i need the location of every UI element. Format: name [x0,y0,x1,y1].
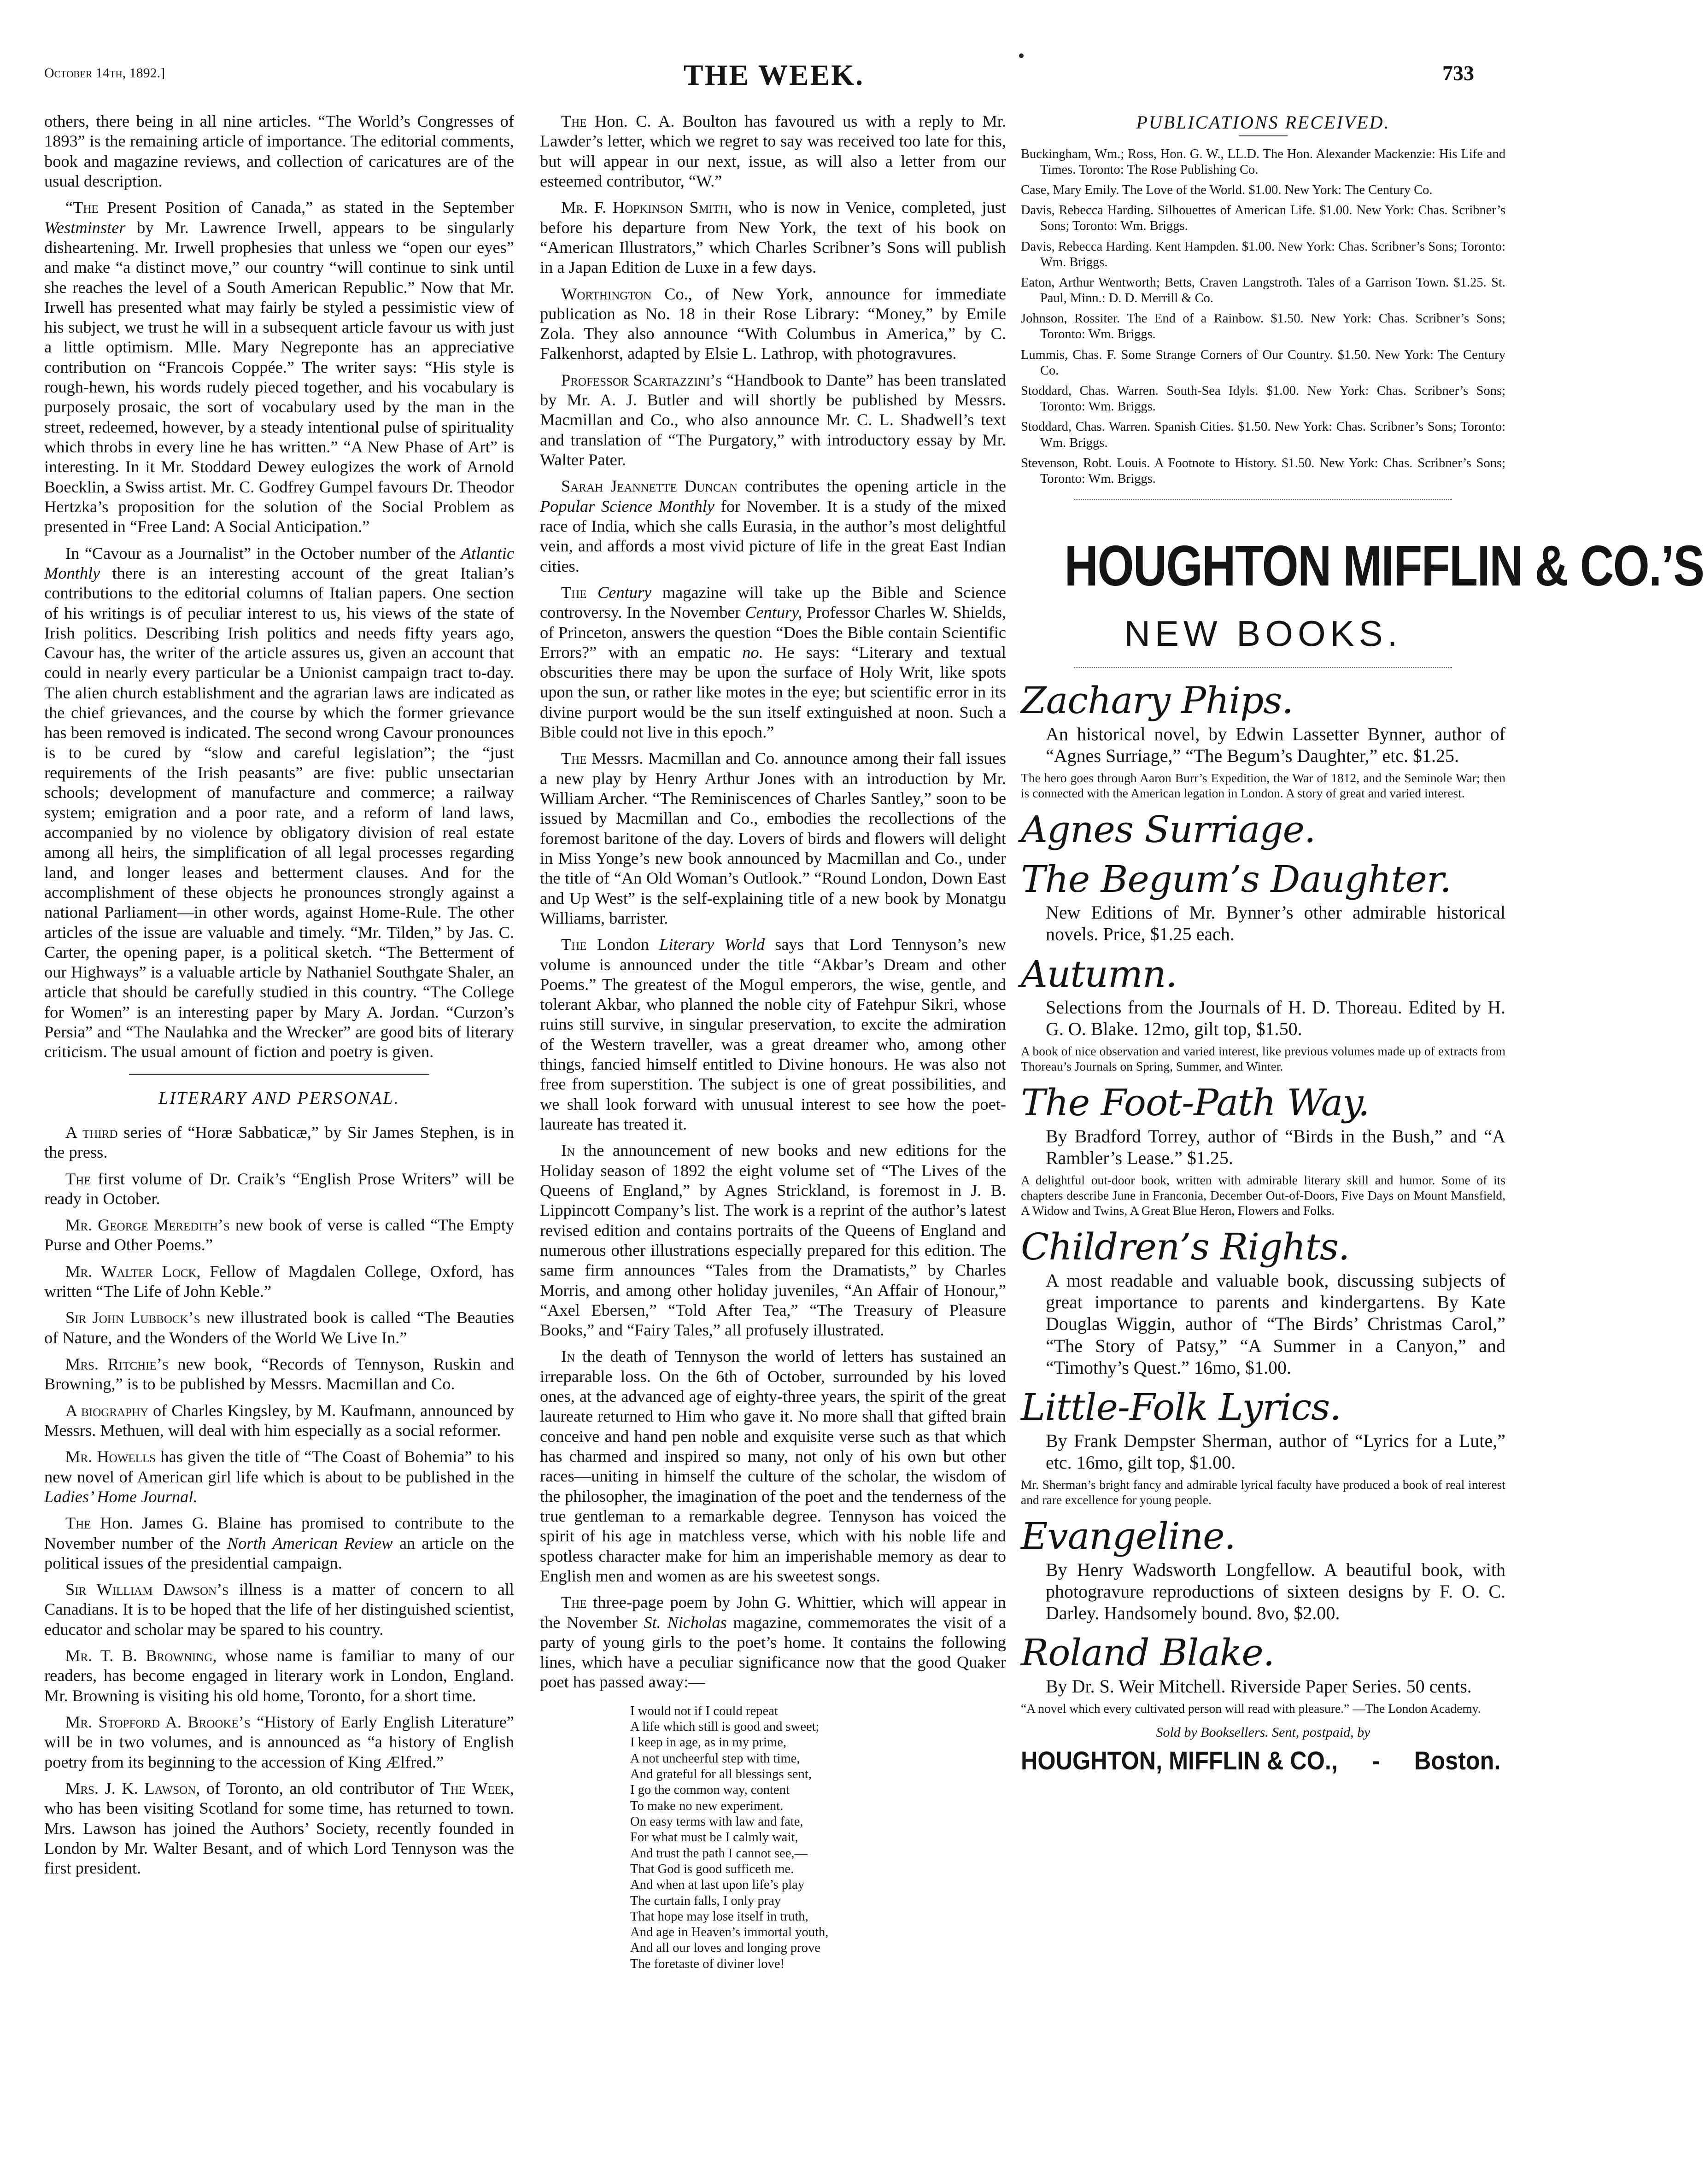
middle-items [540,111,1006,1692]
paragraph-text [587,583,597,602]
book-title: Roland Blake. [1021,1631,1275,1675]
advertiser-banner: HOUGHTON MIFFLIN & CO.’S [1064,534,1704,598]
poem-line: And trust the path I cannot see,— [630,1846,808,1861]
whittier-poem [630,1704,1006,1972]
paragraph-text: the death of Tennyson the world of letters has sustained an irreparable loss. On the 6th of October, surrounded by his loved ones, at the advanced age of eighty-three years, the spirit of the great laureate returned to Him who gave it. No more shall that gifted brain conceive and hand pen noble and exquisite verse such as that which has charmed and inspired so many, not only of his own but other races—uniting in himself the culture of the scholar, the wisdom of the philosopher, the imagination of the poet and the tenderness of the true gentleman to a remarkable degree. Tennyson has voiced the spirit of his age in matchless verse, which with his noble life and spotless character make for him an imperishable memory as dear to English men and women as are his sweetest songs. [540,1347,1006,1585]
book-title: Little-Folk Lyrics. [1021,1385,1341,1429]
book-entry [1021,1632,1505,1716]
book-entry [1021,859,1505,945]
paragraph-lead: The [561,749,587,768]
news-paragraph [540,935,1006,1134]
literary-item [44,1712,514,1772]
literary-item [44,1215,514,1255]
item-emphasis: North American Review [227,1534,393,1552]
news-paragraph [540,476,1006,576]
paragraph-lead: In [561,1347,575,1366]
paragraph-lead: Worthington [561,284,652,303]
news-paragraph [540,1141,1006,1340]
paragraph-emphasis: Century, [745,603,802,622]
book-title: The Foot-Path Way. [1021,1081,1370,1124]
item-text: new illustrated book is called “The Beauties of Nature, and the Wonders of the World We Live In.” [44,1308,514,1347]
book-note: The hero goes through Aaron Burr’s Expedition, the War of 1812, and the Seminole War; then is connected with the American legation in London. A story of great and varied interest. [1021,770,1505,800]
item-lead: A biography [65,1401,149,1420]
poem-line: To make no new experiment. [630,1798,784,1813]
literary-item [44,1513,514,1573]
news-paragraph [540,583,1006,743]
book-description: By Frank Dempster Sherman, author of “Lyrics for a Lute,” etc. 16mo, gilt top, $1.00. [1046,1430,1505,1473]
item-text: has given the title of “The Coast of Bohemia” to his new novel of American girl life which is about to be published in the [44,1447,515,1486]
item-lead: Mr. Walter Lock, [65,1262,201,1281]
book-entry [1021,954,1505,1074]
item-lead: A third [65,1123,118,1142]
literary-item [44,1580,514,1639]
poem-line: That God is good sufficeth me. [630,1862,794,1876]
news-paragraph [540,1347,1006,1586]
news-paragraph [540,370,1006,470]
left-column [44,111,514,1885]
page-number: 733 [1442,61,1474,85]
item-lead: Mr. Howells [65,1447,156,1466]
poem-line: A not uncheerful step with time, [630,1751,800,1766]
literary-item [44,1354,514,1394]
paragraph-text: three-page poem by John G. Whittier, which will appear in the November [540,1593,1006,1632]
paragraph-lead: Sarah Jeannette Duncan [561,477,738,496]
paragraph-text: contributes the opening article in the [737,477,1006,496]
paragraph: In “Cavour as a Journalist” in the October number of the Atlantic Monthly there is an interesting account of the great Italian’s contributions to the editorial columns of Italian papers. One section of his writings is of peculiar interest to us, his views of the state of Irish politics. Describing Irish politics and needs fifty years ago, Cavour has, the writer of the article assures us, given an account that could in nearly every particular be a Unionist campaign tract to-day. The alien church establishment and the agrarian laws are indicated as the chief grievances, and the course by which the former grievance has been removed is indicated. The second wrong Cavour pronounces is to be cured by “slow and careful legislation”; the “just requirements of the Irish peasants” are five: public unsectarian schools; development of manufacture and commerce; a railway system; emigration and a poor rate, and a reform of land laws, accompanied by no violence by obligatory division of real estate among all heirs, the simplification of all legal processes regarding land, and longer leases and betterment clauses. And for the accomplishment of these objects he pronounces strongly against a national Parliament—in other words, against Home-Rule. The other articles of the issue are valuable and timely. “Mr. Tilden,” by Jas. C. Carter, the opening paper, is a political sketch. “The Betterment of our Highways” is a valuable article by Nathaniel Southgate Shaler, an article that should be carefully studied in this country. “The College for Women” is an interesting paper by Mary A. Jordan. “Curzon’s Persia” and “The Naulahka and the Wrecker” are good bits of literary criticism. The usual amount of fiction and poetry is given. [44,544,514,1061]
book-description: By Henry Wadsworth Longfellow. A beautiful book, with photogravure reproductions of sixteen designs by F. O. C. Darley. Handsomely bound. 8vo, $2.00. [1046,1559,1505,1623]
item-text: Hon. James G. Blaine has promised to contribute to the November number of the [44,1514,514,1552]
publication-entry: Eaton, Arthur Wentworth; Betts, Craven Langstroth. Tales of a Garrison Town. $1.25. St. Paul, Minn.: D. D. Merrill & Co. [1021,275,1505,306]
paragraph-text: Hon. C. A. Boulton has favoured us with a reply to Mr. Lawder’s letter, which we regret to say was received too late for this, but will appear in our next, issue, as will also a letter from our esteemed contributor, “W.” [540,112,1006,190]
publication-entry: Stoddard, Chas. Warren. South-Sea Idyls. $1.00. New York: Chas. Scribner’s Sons; Toronto: Wm. Briggs. [1021,384,1505,414]
paragraph-tail: He says: “Literary and textual obscurities there may be upon the surface of Holy Writ, like spots upon the sun, or rather like motes in the eye; but scientific error in its divine purport would be the sun itself extinguished at noon. Such a Bible could not live in this epoch.” [540,643,1007,742]
paragraph-lead: The [561,1593,587,1612]
ink-dot-ornament [1019,53,1024,58]
item-lead: Sir William Dawson’s [65,1580,229,1599]
ad-divider [1074,499,1452,500]
publication-entry: Lummis, Chas. F. Some Strange Corners of Our Country. $1.50. New York: The Century Co. [1021,347,1505,378]
book-description: An historical novel, by Edwin Lassetter Bynner, author of “Agnes Surriage,” “The Begum’s Daughter,” etc. $1.25. [1046,723,1505,766]
poem-line: And age in Heaven’s immortal youth, [630,1925,829,1940]
publisher-dash: - [1372,1745,1380,1775]
book-entry [1021,1387,1505,1507]
paragraph-emphasis: Century [597,583,652,602]
book-title: Autumn. [1021,952,1177,995]
item-text: “History of Early English Literature” will be in two volumes, and is announced as “a history of English poetry from its beginning to the accession of King Ælfred.” [44,1713,514,1771]
book-title: Children’s Rights. [1021,1225,1350,1269]
book-description: Selections from the Journals of H. D. Thoreau. Edited by H. G. O. Blake. 12mo, gilt top, $1.50. [1046,997,1505,1040]
poem-line: The foretaste of diviner love! [630,1956,785,1971]
book-title: The Begum’s Daughter. [1021,857,1451,901]
item-smallcaps: The Week, [440,1779,515,1798]
publisher-line [1021,1745,1500,1776]
item-text: whose name is familiar to many of our readers, has become engaged in literary work in London, England. Mr. Browning is visiting his old home, Toronto, for a short time. [44,1646,515,1705]
item-lead: Mr. T. B. Browning, [65,1646,217,1665]
paragraph-text: “Handbook to Dante” has been translated by Mr. A. J. Butler and will shortly be published by Messrs. Macmillan and Co., who also announce Mr. C. L. Shadwell’s text and translation of “The Purgatory,” with introductory essay by Mr. Walter Pater. [540,370,1006,469]
item-text: first volume of Dr. Craik’s “English Prose Writers” will be ready in October. [44,1169,514,1208]
paragraph-text: who is now in Venice, completed, just before his departure from New York, the text of his book on “American Illustrators,” which Charles Scribner’s Sons will publish in a Japan Edition de Luxe in a few days. [540,198,1006,277]
literary-item [44,1123,514,1163]
item-text: of Toronto, an old contributor of [200,1779,440,1798]
publication-entry: Davis, Rebecca Harding. Silhouettes of American Life. $1.00. New York: Chas. Scribner’s Sons; Toronto: Wm. Briggs. [1021,203,1505,234]
literary-item [44,1779,514,1879]
paragraph-emphasis: no. [742,643,763,662]
publications-heading: PUBLICATIONS RECEIVED. [1136,112,1390,133]
advertiser-subtitle: NEW BOOKS. [1124,613,1402,654]
literary-item [44,1308,514,1348]
literary-items [44,1123,514,1879]
publisher-name: HOUGHTON, MIFFLIN & CO., [1021,1745,1338,1775]
news-paragraph [540,284,1006,364]
publication-entry: Buckingham, Wm.; Ross, Hon. G. W., LL.D. The Hon. Alexander Mackenzie: His Life and Times. Toronto: The Rose Publishing Co. [1021,146,1505,177]
poem-line: I would not if I could repeat [630,1704,778,1718]
paragraph-lead: Professor Scartazzini’s [561,370,722,389]
paragraph-lead: Mr. F. Hopkinson Smith, [561,198,732,217]
poem-line: And when at last upon life’s play [630,1878,805,1892]
paragraph-tail: magazine will take up the Bible and Science controversy. In the November [540,583,1006,622]
masthead-title: THE WEEK. [683,59,865,91]
book-note: A book of nice observation and varied interest, like previous volumes made up of extracts from Thoreau’s Journals on Spring, Summer, and Winter. [1021,1044,1505,1074]
item-text: Fellow of Magdalen College, Oxford, has written “The Life of John Keble.” [44,1262,514,1301]
paragraph-lead: The [561,583,587,602]
publication-entry: Stevenson, Robt. Louis. A Footnote to History. $1.50. New York: Chas. Scribner’s Sons; Toronto: Wm. Briggs. [1021,456,1505,486]
book-entry [1021,680,1505,801]
section-title: LITERARY AND PERSONAL. [158,1088,400,1108]
section-divider [129,1074,430,1075]
book-entry [1021,1226,1505,1378]
poem-line: And grateful for all blessings sent, [630,1767,812,1781]
poem-line: And all our loves and longing prove [630,1941,820,1956]
paragraph-tail: magazine, commemorates the visit of a party of young girls to the poet’s home. It contains the following lines, which have a peculiar significance now that the good Quaker poet has passed away:— [540,1613,1006,1692]
paragraph-lead: The [561,935,587,954]
news-paragraph [540,111,1006,191]
book-description: A most readable and valuable book, discussing subjects of great importance to parents and kindergartens. By Kate Douglas Wiggin, author of “The Birds’ Christmas Carol,” “The Story of Patsy,” “A Summer in a Canyon,” and “Timothy’s Quest.” 16mo, $1.00. [1046,1270,1505,1378]
item-text: series of “Horæ Sabbaticæ,” by Sir James Stephen, is in the press. [44,1123,514,1162]
literary-item [44,1447,514,1507]
book-description: New Editions of Mr. Bynner’s other admirable historical novels. Price, $1.25 each. [1046,902,1505,945]
book-title: Zachary Phips. [1021,679,1293,722]
paragraph: “The Present Position of Canada,” as stated in the September Westminster by Mr. Lawrence Irwell, appears to be singularly disheartening. Mr. Irwell prophesies that unless we “open our eyes” and make “a distinct move,” our country “will continue to sink until she reaches the level of a South American Republic.” Now that Mr. Irwell has presented what may fairly be styled a pessimistic view of his subject, we trust he will in a subsequent article favour us with just a little optimism. Mlle. Mary Negreponte has an appreciative contribution on “Francois Coppée.” The writer says: “His style is rough-hewn, his words rudely pieced together, and his vocabulary is purposely prosaic, the sort of vocabulary used by the man in the street, redeemed, however, by a steady intentional pulse of spirituality which throbs in every line he has written.” “A New Phase of Art” is interesting. In it Mr. Stoddard Dewey eulogizes the work of Arnold Boecklin, a Swiss artist. Mr. C. Godfrey Gumpel favours Dr. Theodor Hertzka’s proposition for the solution of the Social Problem as presented in “Free Land: A Social Anticipation.” [44,198,514,536]
item-text: new book, “Records of Tennyson, Ruskin and Browning,” is to be published by Messrs. Macmillan and Co. [44,1355,514,1394]
paragraph-text: Co., of New York, announce for immediate publication as No. 18 in their Rose Library: “Money,” by Emile Zola. They also announce “With Columbus in America,” by C. Falkenhorst, adapted by Elsie L. Lathrop, with photogravures. [540,284,1006,363]
publication-entry: Davis, Rebecca Harding. Kent Hampden. $1.00. New York: Chas. Scribner’s Sons; Toronto: Wm. Briggs. [1021,239,1505,269]
book-entry [1021,1516,1505,1624]
poem-line: On easy terms with law and fate, [630,1814,803,1829]
poem-line: The curtain falls, I only pray [630,1893,781,1908]
item-emphasis: Ladies’ Home Journal. [44,1487,198,1506]
paragraph-emphasis: St. Nicholas [644,1613,727,1632]
ad-divider [1074,667,1452,668]
item-tail: an article on the political issues of the presidential campaign. [44,1534,514,1572]
item-tail: who has been visiting Scotland for some time, has returned to town. Mrs. Lawson has joined the Authors’ Society, recently founded in London by Mr. Walter Besant, and of which Lord Tennyson was the first president. [44,1799,514,1878]
paragraph-emphasis: Literary World [659,935,765,954]
book-note: Mr. Sherman’s bright fancy and admirable lyrical faculty have produced a book of real interest and rare excellence for young people. [1021,1477,1505,1507]
news-paragraph [540,1593,1006,1692]
literary-item [44,1401,514,1441]
item-lead: The [65,1169,91,1188]
paragraph-text: London [586,935,660,954]
poem-line: A life which still is good and sweet; [630,1720,820,1734]
book-title: Agnes Surriage. [1021,808,1316,851]
item-lead: Sir John Lubbock’s [65,1308,200,1327]
publication-entry: Johnson, Rossiter. The End of a Rainbow. $1.50. New York: Chas. Scribner’s Sons; Toronto: Wm. Briggs. [1021,311,1505,342]
poem-line: For what must be I calmly wait, [630,1830,798,1845]
item-lead: Mrs. Ritchie’s [65,1355,169,1374]
right-column [1021,111,1704,1776]
sold-by-line: Sold by Booksellers. Sent, postpaid, by [1156,1724,1370,1740]
item-text: of Charles Kingsley, by M. Kaufmann, announced by Messrs. Methuen, will deal with him especially as a social reformer. [44,1401,514,1440]
publications-list [1021,146,1505,487]
paragraph-lead: In [561,1141,575,1160]
item-text: illness is a matter of concern to all Canadians. It is to be hoped that the life of her distinguished scientist, educator and scholar may be spared to his country. [44,1580,514,1639]
paragraph-tail: says that Lord Tennyson’s new volume is announced under the title “Akbar’s Dream and other Poems.” The greatest of the Mogul emperors, the wise, gentle, and tolerant Akbar, who planned the noble city of Fatehpur Sikri, whose ruins still survive, in singular preservation, to excite the admiration of the Western traveller, was a great dreamer who, among other things, fancied himself entitled to Divine honours. He was also not free from superstition. The subject is one of great possibilities, and we shall look forward with unusual interest to see how the poet-laureate has treated it. [540,935,1006,1133]
issue-date: October 14th, 1892.] [44,65,165,81]
book-description: By Dr. S. Weir Mitchell. Riverside Paper Series. 50 cents. [1046,1675,1472,1697]
poem-line: I keep in age, as in my prime, [630,1735,787,1750]
item-text: new book of verse is called “The Empty Purse and Other Poems.” [44,1216,514,1254]
item-lead: Mr. George Meredith’s [65,1216,230,1235]
publications-divider [1239,135,1287,136]
book-list [1021,680,1505,1716]
poem-line: I go the common way, content [630,1783,790,1798]
publisher-city: Boston. [1414,1745,1501,1775]
book-note: “A novel which every cultivated person will read with pleasure.” —The London Academy. [1021,1701,1481,1716]
poem-line: That hope may lose itself in truth, [630,1909,808,1924]
book-note: A delightful out-door book, written with admirable literary skill and humor. Some of its chapters describe June in Franconia, December Out-of-Doors, Five Days on Mount Mansfield, A Widow and Twins, A Great Blue Heron, Flowers and Folks. [1021,1173,1505,1218]
literary-item [44,1646,514,1706]
paragraph-text: Messrs. Macmillan and Co. announce among their fall issues a new play by Henry Arthur Jones with an introduction by Mr. William Archer. “The Reminiscences of Charles Santley,” soon to be issued by Macmillan and Co., embodies the recollections of the foremost baritone of the day. Lovers of birds and flowers will delight in Miss Yonge’s new book announced by Macmillan and Co., under the title of “An Old Woman’s Outlook.” “Round London, Down East and Up West” is the self-explaining title of a new book by Monatgu Williams, barrister. [540,749,1006,927]
middle-column [540,111,1006,1972]
publication-entry: Case, Mary Emily. The Love of the World. $1.00. New York: The Century Co. [1021,182,1433,197]
item-lead: The [65,1514,91,1533]
book-title: Evangeline. [1021,1514,1236,1557]
paragraph: others, there being in all nine articles. “The World’s Congresses of 1893” is the remaining article of importance. The editorial comments, book and magazine reviews, and collection of caricatures are of the usual description. [44,112,514,190]
news-paragraph [540,198,1006,277]
paragraph-lead: The [561,112,587,130]
book-entry [1021,1082,1505,1218]
literary-item [44,1169,514,1209]
item-lead: Mrs. J. K. Lawson, [65,1779,200,1798]
news-paragraph [540,749,1006,928]
literary-item [44,1262,514,1302]
paragraph-text: the announcement of new books and new editions for the Holiday season of 1892 the eight volume set of “The Lives of the Queens of England,” by Agnes Strickland, is foremost in J. B. Lippincott Company’s list. The work is a reprint of the author’s latest revised edition and contains portraits of the Queens of England and numerous other illustrations especially prepared for this edition. The same firm announces “Tales from the Dramatists,” by Charles Morris, and among other holiday juveniles, “An Affair of Honour,” “Axel Ebersen,” “Told After Tea,” “The Treasury of Pleasure Books,” and “Fairy Tales,” all profusely illustrated. [540,1141,1006,1340]
book-description: By Bradford Torrey, author of “Birds in the Bush,” and “A Rambler’s Lease.” $1.25. [1046,1126,1505,1169]
publication-entry: Stoddard, Chas. Warren. Spanish Cities. $1.50. New York: Chas. Scribner’s Sons; Toronto: Wm. Briggs. [1021,420,1505,450]
book-entry [1021,809,1505,850]
paragraph-tail: Professor Charles W. Shields, of Princeton, answers the question “Does the Bible contain Scientific Errors?” with an empatic [540,603,1006,662]
paragraph-tail: for November. It is a study of the mixed race of India, which she calls Eurasia, in the author’s most delightful vein, and affords a most vivid picture of life in the great East Indian cities. [540,497,1006,575]
paragraph-emphasis: Popular Science Monthly [540,497,714,515]
item-lead: Mr. Stopford A. Brooke’s [65,1713,251,1732]
